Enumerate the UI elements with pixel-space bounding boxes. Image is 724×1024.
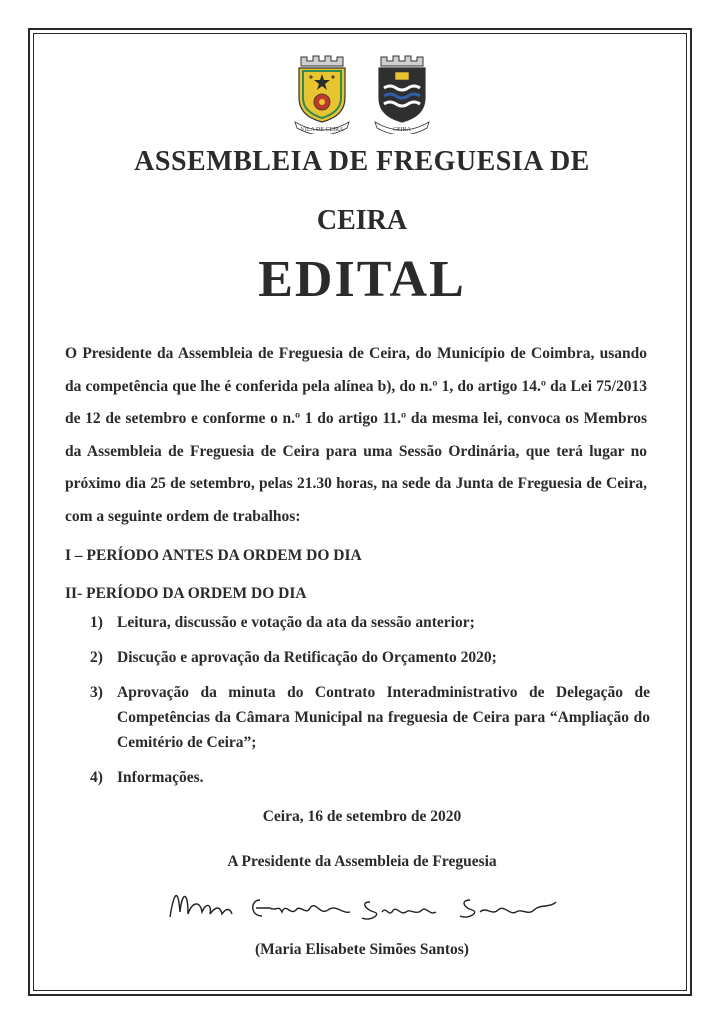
agenda-item-text: Leitura, discussão e votação da ata da sessão anterior; <box>117 614 475 631</box>
section-agenda: II- PERÍODO DA ORDEM DO DIA <box>65 585 307 602</box>
agenda-item-text: Informações. <box>117 769 204 786</box>
agenda-item-number: 1) <box>90 614 103 631</box>
agenda-item-text: Discução e aprovação da Retificação do Orçamento 2020; <box>117 649 497 666</box>
heading-edital: EDITAL <box>258 251 466 308</box>
agenda-item-number: 3) <box>90 684 103 701</box>
agenda-item-number: 4) <box>90 769 103 786</box>
place-and-date: Ceira, 16 de setembro de 2020 <box>262 808 462 825</box>
crest-left-ribbon: VILA DE CEIRA <box>300 127 344 133</box>
agenda-item-number: 2) <box>90 649 103 666</box>
crest-vila-de-ceira <box>287 52 357 134</box>
agenda-item <box>90 645 650 670</box>
handwritten-signature <box>160 872 600 932</box>
convocation-paragraph: O Presidente da Assembleia de Freguesia de Ceira, do Município de Coimbra, usando da competência que lhe é conferida pela alínea b), do n.º 1, do artigo 14.º da Lei 75/2013 de 12 de setembro e conforme o n.º 1 do artigo 11.º da mesma lei, convoca os Membros da Assembleia de Freguesia de Ceira para uma Sessão Ordinária, que terá lugar no próximo dia 25 de setembro, pelas 21.30 horas, na sede da Junta de Freguesia de Ceira, com a seguinte ordem de trabalhos: <box>65 345 647 525</box>
agenda-item <box>90 610 650 635</box>
agenda-list <box>90 610 650 800</box>
signatory-role: A Presidente da Assembleia de Freguesia <box>227 853 497 870</box>
signer-name: (Maria Elisabete Simões Santos) <box>255 941 469 958</box>
agenda-item <box>90 680 650 755</box>
heading-assembly: ASSEMBLEIA DE FREGUESIA DE <box>134 146 590 177</box>
crest-ceira <box>367 52 437 134</box>
heading-parish: CEIRA <box>316 205 408 236</box>
crests-row <box>0 52 724 134</box>
agenda-item-text: Aprovação da minuta do Contrato Interadministrativo de Delegação de Competências da Câmara Municipal na freguesia de Ceira para “Ampliação do Cemitério de Ceira”; <box>117 684 650 751</box>
crest-right-ribbon: CEIRA <box>393 127 411 133</box>
section-before-agenda: I – PERÍODO ANTES DA ORDEM DO DIA <box>65 547 362 564</box>
agenda-item <box>90 765 650 790</box>
